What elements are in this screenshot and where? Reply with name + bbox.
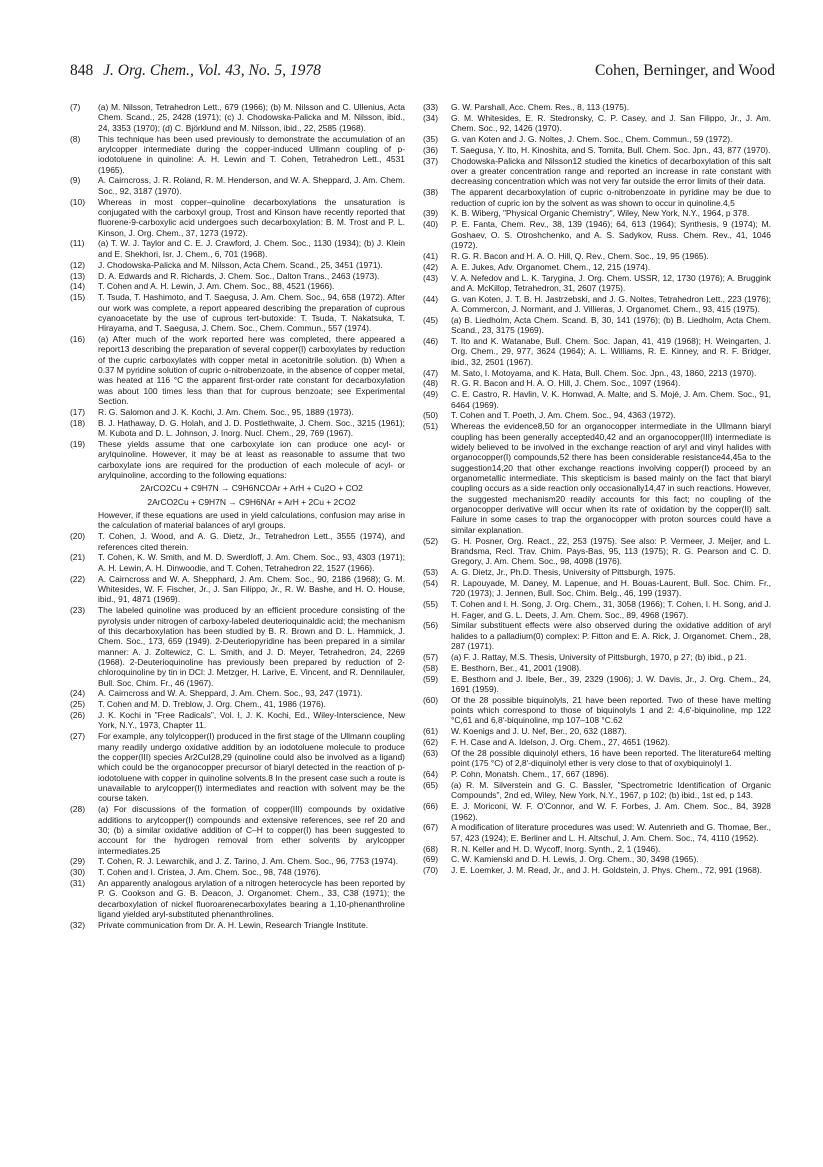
reference-number: (60) (423, 694, 439, 705)
reference-item (70, 271, 405, 281)
reference-text: G. H. Posner, Org. React., 22, 253 (1975). See also: P. Vermeer, J. Meijer, and L. Brandsma, Recl. Trav. Chim. Pays-Bas, 95, 113 (1975); R. G. Pearson and C. D. Gregory, J. Am. Chem. Soc., 98, 4098 (1976). (451, 535, 771, 567)
reference-list-part-3 (423, 102, 771, 876)
reference-item (423, 262, 771, 272)
reference-text: A. G. Dietz, Jr., Ph.D. Thesis, University of Pittsburgh, 1975. (451, 567, 676, 578)
article-authors: Cohen, Berninger, and Wood (595, 62, 775, 79)
reference-number: (55) (423, 599, 439, 610)
reference-text: Similar substituent effects were also observed during the oxidative addition of aryl halides to a palladium(0) complex: P. Fitton and E. A. Rick, J. Organomet. Chem., 28, 287 (1971). (451, 620, 771, 652)
reference-item (423, 695, 771, 726)
reference-text: C. W. Kamienski and D. H. Lewis, J. Org. Chem., 30, 3498 (1965). (451, 854, 699, 865)
reference-item (70, 292, 405, 333)
reference-text: B. J. Hathaway, D. G. Holah, and J. D. Postlethwaite, J. Chem. Soc., 3215 (1961); M. Kubota and D. L. Johnson, J. Inorg. Nucl. Chem., 29, 769 (1967). (98, 417, 405, 439)
reference-item (423, 410, 771, 420)
reference-text: (a) R. M. Silverstein and G. C. Bassler, "Spectrometric Identification of Organic Compounds", 2nd ed, Wiley, New York, N.Y., 1967, p 102; (b) ibid., 1st ed, p 143. (451, 780, 771, 801)
reference-item (70, 878, 405, 919)
reference-item (423, 599, 771, 620)
reference-number: (45) (423, 314, 439, 325)
reference-text: D. A. Edwards and R. Richards, J. Chem. Soc., Dalton Trans., 2463 (1973). (98, 270, 380, 281)
reference-item (423, 844, 771, 854)
reference-text: E. Besthorn, Ber., 41, 2001 (1908). (451, 662, 582, 673)
reference-item (423, 336, 771, 367)
reference-number: (8) (70, 133, 81, 144)
references-right-column (423, 102, 771, 876)
reference-text: P. E. Fanta, Chem. Rev., 38, 139 (1946); 64, 613 (1964); Synthesis, 9 (1974); M. Goshaev, O. S. Otroshchenko, and A. S. Sadykov, Russ. Chem. Rev., 41, 1046 (1972). (451, 219, 771, 250)
reference-text: G. van Koten, J. T. B. H. Jastrzebski, and J. G. Noltes, Tetrahedron Lett., 223 (1976); A. Commercon, J. Normant, and J. Villieras, J. Organomet. Chem., 93, 415 (1975). (451, 293, 771, 315)
reference-text: K. B. Wiberg, "Physical Organic Chemistry", Wiley, New York, N.Y., 1964, p 378. (451, 208, 750, 219)
journal-citation: J. Org. Chem., Vol. 43, No. 5, 1978 (103, 62, 321, 79)
reference-number: (38) (423, 187, 439, 198)
reference-number: (65) (423, 780, 439, 790)
reference-number: (21) (70, 552, 86, 563)
reference-number: (63) (423, 747, 439, 758)
reference-item (423, 620, 771, 651)
reference-number: (15) (70, 292, 86, 303)
reference-text: A. Cairncross and W. A. Shepphard, J. Am. Chem. Soc., 90, 2186 (1968); G. M. Whitesides, W. F. Fischer, Jr., J. San Filippo, Jr., R. W. Bashe, and H. O. House, ibid., 91, 4871 (1969). (98, 573, 405, 605)
reference-number: (16) (70, 334, 86, 345)
reference-number: (51) (423, 421, 439, 432)
reference-number: (29) (70, 856, 86, 867)
reference-item (70, 605, 405, 688)
reference-text: The apparent decarboxylation of cupric o-nitrobenzoate in pyridine may be due to reduction of cupric ion by the solvent as was shown to occur in quinoline.4,5 (451, 187, 771, 208)
reference-text: V. A. Nefedov and L. K. Tarygina, J. Org. Chem. USSR, 12, 1730 (1976); A. Bruggink and A. McKillop, Tetrahedron, 31, 2607 (1975). (451, 272, 771, 293)
reference-item (423, 674, 771, 695)
reference-item (70, 418, 405, 439)
reference-item (423, 801, 771, 822)
reference-number: (14) (70, 281, 86, 292)
reference-text: T. Cohen and T. Poeth, J. Am. Chem. Soc., 94, 4363 (1972). (451, 410, 676, 421)
reference-text: J. K. Kochi in "Free Radicals", Vol. I, J. K. Kochi, Ed., Wiley-Interscience, New York, N.Y., 1973, Chapter 11. (98, 710, 405, 731)
reference-text: T. Cohen and I. H. Song, J. Org. Chem., 31, 3058 (1966); T. Cohen, I. H. Song, and J. H. Fager, and G. L. Deets, J. Am. Chem. Soc., 89, 4968 (1967). (451, 599, 771, 620)
equation-1: 2ArCO2Cu + C9H7N → C9H6NCOAr + ArH + Cu2O + CO2 (140, 483, 363, 494)
reference-text: P. Cohn, Monatsh. Chem., 17, 667 (1896). (451, 769, 609, 780)
reference-item (423, 102, 771, 112)
reference-number: (66) (423, 801, 439, 812)
reference-number: (37) (423, 155, 439, 166)
reference-text: T. Saegusa, Y. Ito, H. Kinoshita, and S. Tomita, Bull. Chem. Soc. Jpn., 43, 877 (1970). (451, 144, 771, 155)
reference-text: R. Lapouyade, M. Daney, M. Lapenue, and H. Bouas-Laurent, Bull. Soc. Chim. Fr., 720 (1973); J. Jennen, Bull. Soc. Chim. Belg., 46, 199 (1937). (451, 577, 771, 599)
reference-number: (34) (423, 112, 439, 123)
reference-text: F. H. Case and A. Idelson, J. Org. Chem., 27, 4651 (1962). (451, 737, 671, 748)
reference-text: A. Cairncross and W. A. Sheppard, J. Am. Chem. Soc., 93, 247 (1971). (98, 688, 363, 699)
reference-item (70, 552, 405, 573)
reference-number: (57) (423, 651, 439, 662)
reference-number: (19) (70, 439, 86, 449)
reference-number: (47) (423, 367, 439, 378)
reference-number: (52) (423, 535, 439, 546)
reference-item (423, 854, 771, 864)
reference-text: W. Koenigs and J. U. Nef, Ber., 20, 632 (1887). (451, 726, 627, 737)
reference-number: (68) (423, 843, 439, 854)
reference-text: M. Sato, I. Motoyama, and K. Hata, Bull. Chem. Soc. Jpn., 43, 1860, 2213 (1970). (451, 367, 757, 378)
reference-item (423, 145, 771, 155)
reference-number: (64) (423, 769, 439, 780)
reference-text: G. M. Whitesides, E. R. Stedronsky, C. P. Casey, and J. San Filippo, Jr., J. Am. Chem. Soc., 92, 1426 (1970). (451, 112, 771, 134)
reference-number: (58) (423, 662, 439, 673)
reference-number: (22) (70, 573, 86, 584)
reference-item (70, 920, 405, 930)
reference-item (423, 113, 771, 134)
reference-text: Whereas in most copper–quinoline decarboxylations the unsaturation is conjugated with the carboxyl group, Trost and Kinson have recently reported that fluorene-9-carboxylic acid undergoes such decarboxylation: B. M. Trost and P. L. Kinson, J. Org. Chem., 37, 1273 (1972). (98, 196, 405, 238)
reference-number: (17) (70, 406, 86, 417)
reference-text: These yields assume that one carboxylate ion can produce one acyl- or arylquinoline. However, it may be at least as reasonable to assume that two carboxylate ions are required for the production of each molecule of acyl- or arylquinoline, according to the following equations: (98, 439, 405, 481)
reference-item (423, 389, 771, 410)
reference-text: Whereas the evidence8,50 for an organocopper intermediate in the Ullmann biaryl coupling has been generally accepted40,42 and an organocopper(III) intermediate is widely believed to be involved in the exchange reaction of aryl and vinyl halides with organocopper(I) compounds,52 there has been considerable resistance44,45a to the suggestion14,20 that other exchange reactions involving copper(I) proceed by an organometallic intermediate. This skepticism is based mainly on the fact that biaryl coupling occurs as a side reaction only occasionally14,47 in such reactions. However, the suggested mechanism20 readily accounts for this fact; no coupling of the organocopper derivative will occur when its rate of oxidation by the copper(II) salt. Failure in some cases to trap the organocopper with proton sources could have a similar explanation. (451, 421, 771, 535)
reference-text: T. Cohen, R. J. Lewarchik, and J. Z. Tarino, J. Am. Chem. Soc., 96, 7753 (1974). (98, 856, 398, 867)
reference-item (423, 726, 771, 736)
reference-item (423, 219, 771, 250)
reference-item (70, 238, 405, 259)
reference-item (423, 578, 771, 599)
reference-number: (28) (70, 804, 86, 815)
reference-text: (a) B. Liedholm, Acta Chem. Scand. B, 30, 141 (1976); (b) B. Liedholm, Acta Chem. Scand., 23, 3175 (1969). (451, 314, 771, 336)
reference-number: (49) (423, 389, 439, 400)
reference-number: (61) (423, 726, 439, 737)
reference-item (423, 134, 771, 144)
reference-item (70, 134, 405, 175)
reference-item (70, 439, 405, 480)
reference-text: J. E. Loemker, J. M. Read, Jr., and J. H. Goldstein, J. Phys. Chem., 72, 991 (1968). (451, 865, 762, 876)
reference-number: (24) (70, 688, 86, 699)
reference-number: (31) (70, 878, 86, 889)
reference-number: (23) (70, 605, 86, 616)
reference-item (423, 737, 771, 747)
reference-text: (a) M. Nilsson, Tetrahedron Lett., 679 (1966); (b) M. Nilsson and C. Ullenius, Acta Chem. Scand., 25, 2428 (1971); (c) J. Chodowska-Palicka and M. Nilsson, ibid., 24, 3353 (1970); (d) C. Björklund and M. Nilsson, ibid., 22, 2585 (1968). (98, 102, 405, 133)
reference-item (70, 197, 405, 238)
reference-text: R. G. R. Bacon and H. A. O. Hill, Q. Rev., Chem. Soc., 19, 95 (1965). (451, 250, 709, 261)
reference-item (423, 208, 771, 218)
reference-item (423, 652, 771, 662)
reference-text: (a) For discussions of the formation of copper(III) compounds by oxidative additions to arylcopper(I) compounds and extensive references, see ref 20 and 30; (b) a similar oxidative addition of C–H to copper(I) has been suggested to account for the hydrogen removal from ether solvents by arylcopper intermediates.25 (98, 804, 405, 856)
reference-text: T. Tsuda, T. Hashimoto, and T. Saegusa, J. Am. Chem. Soc., 94, 658 (1972). After our work was complete, a report appeared describing the preparation of cuprous cyanoacetate by the use of cuprous tert-butoxide: T. Tsuda, T. Nakatsuka, T. Hirayama, and T. Saegusa, J. Chem. Soc., Chem. Commun., 557 (1974). (98, 292, 405, 334)
reference-number: (35) (423, 134, 439, 145)
header-left (70, 62, 321, 80)
reference-number: (40) (423, 219, 439, 230)
reference-text: T. Cohen, J. Wood, and A. G. Dietz, Jr., Tetrahedron Lett., 3555 (1974), and references cited therein. (98, 531, 405, 552)
reference-number: (36) (423, 144, 439, 155)
reference-item (70, 407, 405, 417)
reference-item (423, 780, 771, 801)
reference-item (70, 731, 405, 803)
reference-text: Of the 28 possible biquinolyls, 21 have been reported. Two of these have melting points which correspond to those of biquinolyls 1 and 2: 4,6′-biquinoline, mp 122 °C,61 and 6,8′-biquinoline, mp 107–108 °C.62 (451, 694, 771, 726)
reference-number: (11) (70, 238, 85, 249)
reference-item (423, 865, 771, 875)
reference-number: (18) (70, 417, 86, 428)
reference-item (423, 156, 771, 187)
reference-number: (13) (70, 270, 86, 281)
reference-text: G. W. Parshall, Acc. Chem. Res., 8, 113 (1975). (451, 102, 630, 112)
reference-item (423, 251, 771, 261)
reference-text: Of the 28 possible diquinolyl ethers, 16 have been reported. The literature64 melting point (175 °C) of 2,8′-diquinolyl ether is very close to that of oxybiquinolyl 1. (451, 747, 771, 769)
reference-item (70, 856, 405, 866)
reference-item (423, 378, 771, 388)
reference-text: T. Cohen and M. D. Treblow, J. Org. Chem., 41, 1986 (1976). (98, 699, 326, 710)
page-header (70, 62, 775, 86)
page-number: 848 (70, 62, 94, 79)
reference-number: (33) (423, 102, 439, 112)
reference-text: (a) F. J. Rattay, M.S. Thesis, University of Pittsburgh, 1970, p 27; (b) ibid., p 21. (451, 651, 747, 662)
reference-number: (41) (423, 250, 439, 261)
reference-item (70, 699, 405, 709)
reference-item (423, 273, 771, 294)
reference-item (70, 867, 405, 877)
reference-number: (26) (70, 710, 86, 721)
reference-item (70, 334, 405, 406)
reference-item (70, 688, 405, 698)
reference-number: (42) (423, 261, 439, 272)
reference-number: (10) (70, 196, 86, 207)
reference-item (70, 531, 405, 552)
reference-number: (25) (70, 699, 86, 710)
reference-number: (39) (423, 208, 439, 219)
reference-item (70, 281, 405, 291)
reference-number: (54) (423, 577, 439, 588)
reference-item (423, 315, 771, 336)
reference-number: (70) (423, 865, 439, 876)
reference-text: T. Ito and K. Watanabe, Bull. Chem. Soc. Japan, 41, 419 (1968); H. Weingarten, J. Org. Chem., 29, 977, 3624 (1964); A. L. Williams, R. E. Kinney, and R. F. Bridger, ibid., 32, 2501 (1967). (451, 336, 771, 367)
reference-text: A modification of literature procedures was used: W. Autenrieth and G. Thomae, Ber., 57, 423 (1924); E. Berliner and L. H. Altschul, J. Am. Chem. Soc., 74, 4110 (1952). (451, 822, 771, 843)
reference-text: Private communication from Dr. A. H. Lewin, Research Triangle Institute. (98, 919, 369, 930)
reference-number: (7) (70, 102, 81, 112)
reference-item (70, 804, 405, 856)
reference-text: J. Chodowska-Palicka and M. Nilsson, Acta Chem. Scand., 25, 3451 (1971). (98, 259, 383, 270)
reference-number: (20) (70, 531, 86, 542)
reference-list-part-2 (70, 531, 405, 930)
reference-number: (27) (70, 731, 86, 742)
reference-number: (62) (423, 737, 439, 748)
reference-text: An apparently analogous arylation of a nitrogen heterocycle has been reported by P. G. Cookson and G. B. Deacon, J. Organomet. Chem., 33, C38 (1971); the decarboxylation of nickel fluoroarenecarboxylates bearing a 1,10-phenanthroline ligand yielded aryl-substituted phenanthrolines. (98, 878, 405, 920)
reference-item (423, 536, 771, 567)
reference-number: (50) (423, 410, 439, 421)
reference-number: (56) (423, 620, 439, 631)
reference-text: (a) T. W. J. Taylor and C. E. J. Crawford, J. Chem. Soc., 1130 (1934); (b) J. Klein and E. Shekhori, Isr. J. Chem., 6, 701 (1968). (98, 238, 405, 259)
reference-text: T. Cohen, K. W. Smith, and M. D. Swerdloff, J. Am. Chem. Soc., 93, 4303 (1971); A. H. Lewin, A. H. Dinwoodie, and T. Cohen, Tetrahedron 22, 1527 (1966). (98, 552, 405, 573)
reference-number: (46) (423, 336, 439, 347)
reference-item (423, 769, 771, 779)
reference-text: R. G. R. Bacon and H. A. O. Hill, J. Chem. Soc., 1097 (1964). (451, 378, 681, 389)
reference-number: (53) (423, 567, 439, 578)
reference-item (70, 260, 405, 270)
reference-item (70, 574, 405, 605)
references-left-column (70, 102, 405, 931)
reference-text: Chodowska-Palicka and Nilsson12 studied the kinetics of decarboxylation of this salt over a greater concentration range and reported an increase in rate constant with decreasing concentration which was not very far outside the error limits of their data. (451, 155, 771, 187)
reference-text: (a) After much of the work reported here was completed, there appeared a report13 describing the preparation of several copper(I) carboxylates by reduction of the cupric carboxylates with copper metal in acetonitrile solution. (b) When a 0.37 M pyridine solution of cupric o-nitrobenzoate, in the absence of copper metal, was heated at 116 °C the apparent first-order rate constant for decarboxylation was about 100 times less than that for cuprous benzoate; see Experimental Section. (98, 334, 405, 407)
reference-text: A. Cairncross, J. R. Roland, R. M. Henderson, and W. A. Sheppard, J. Am. Chem. Soc., 92, 3187 (1970). (98, 175, 405, 196)
reference-item (423, 421, 771, 535)
reference-item (70, 102, 405, 133)
reference-text: For example, any tolylcopper(I) produced in the first stage of the Ullmann coupling many readily undergo oxidative addition by an iodotoluene molecule to produce the copper(III) species Ar2CuI28,29 (quinoline could also be involved as a ligand) which could be the organocopper precursor of biaryl detected in the reaction of p-iodotoluene with copper in quinoline solvents.8 In the present case such a route is unavailable to arylcopper(I) intermediates and reaction with solvent may be the course taken. (98, 731, 405, 804)
reference-number: (12) (70, 259, 86, 270)
reference-item (423, 368, 771, 378)
reference-text: The labeled quinoline was produced by an efficient procedure consisting of the pyrolysis under nitrogen of carboxy-labeled deuterioquinaldic acid; the mechanism of this decarboxylation has been studied by B. R. Brown and D. L. Hammick, J. Chem. Soc., 173, 659 (1949). 2-Deuteriopyridine has been prepared in a similar manner: A. J. Zoltewicz, C. L. Smith, and J. D. Meyer, Tetrahedron, 24, 2269 (1968). 2-Deuterioquinoline has previously been prepared by reduction of 2-chloroquinoline by tin in DCl: J. Metzger, H. Larive, E. Vincent, and R. Dennilauler, Bull. Soc. Chim. Fr., 46 (1967). (98, 605, 405, 688)
reference-item (70, 175, 405, 196)
equation-2: 2ArCO2Cu + C9H7N → C9H6NAr + ArH + 2Cu + 2CO2 (147, 496, 356, 507)
reference-number: (44) (423, 293, 439, 304)
reference-text: T. Cohen and A. H. Lewin, J. Am. Chem. Soc., 88, 4521 (1966). (98, 281, 335, 292)
reference-text: T. Cohen and I. Cristea, J. Am. Chem. Soc., 98, 748 (1976). (98, 867, 321, 878)
reference-number: (30) (70, 867, 86, 878)
reference-19-continuation: However, if these equations are used in yield calculations, confusion may arise in the calculation of material balances of aryl groups. (98, 510, 405, 531)
reference-text: C. E. Castro, R. Havlin, V. K. Honwad, A. Malte, and S. Mojé, J. Am. Chem. Soc., 91, 6464 (1969). (451, 389, 771, 410)
reference-text: E. Besthorn and J. Ibele, Ber., 39, 2329 (1906); J. W. Davis, Jr., J. Org. Chem., 24, 1691 (1959). (451, 673, 771, 694)
reference-text: G. van Koten and J. G. Noltes, J. Chem. Soc., Chem. Commun., 59 (1972). (451, 134, 733, 145)
reference-item (70, 710, 405, 731)
reference-text: A. E. Jukes, Adv. Organomet. Chem., 12, 215 (1974). (451, 261, 651, 272)
reference-number: (69) (423, 854, 439, 865)
reference-number: (67) (423, 822, 439, 833)
reference-number: (32) (70, 919, 86, 930)
reference-item (423, 748, 771, 769)
reference-number: (59) (423, 673, 439, 684)
reference-item (423, 294, 771, 315)
reference-number: (48) (423, 378, 439, 389)
reference-text: R. N. Keller and H. D. Wycoff, Inorg. Synth., 2, 1 (1946). (451, 843, 661, 854)
reference-number: (9) (70, 175, 81, 186)
reference-text: E. J. Moriconi, W. F. O'Connor, and W. F. Forbes, J. Am. Chem. Soc., 84, 3928 (1962). (451, 801, 771, 822)
reference-item (423, 663, 771, 673)
reference-number: (43) (423, 272, 439, 283)
reference-item (423, 567, 771, 577)
reference-text: This technique has been used previously to demonstrate the accumulation of an arylcopper intermediate during the copper-induced Ullmann coupling of p-iodotoluene in quinoline: A. H. Lewin and T. Cohen, Tetrahedron Lett., 4531 (1965). (98, 133, 405, 175)
reference-item (423, 822, 771, 843)
reference-item (423, 187, 771, 208)
reference-list-part-1 (70, 102, 405, 480)
reference-text: R. G. Salomon and J. K. Kochi, J. Am. Chem. Soc., 95, 1889 (1973). (98, 406, 354, 417)
